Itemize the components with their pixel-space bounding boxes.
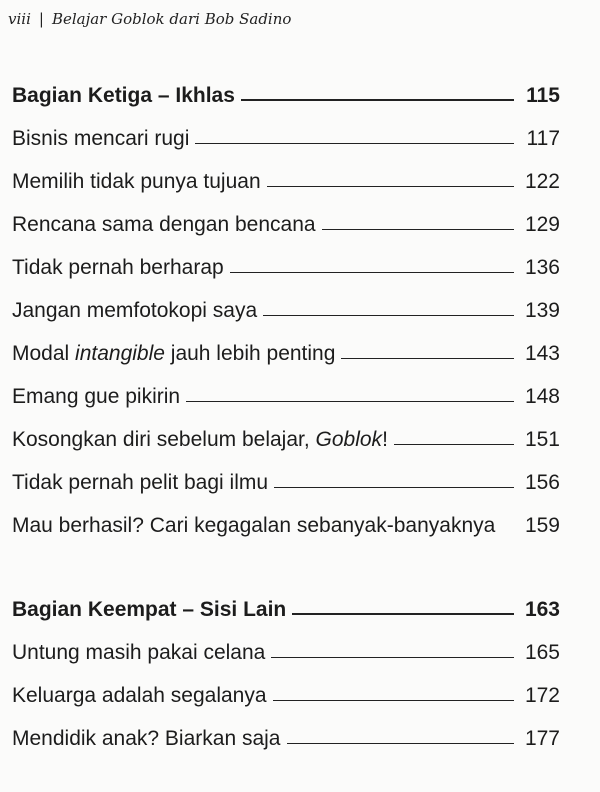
entry-title: Rencana sama dengan bencana <box>12 213 316 236</box>
toc-entry <box>12 170 560 194</box>
toc-entry <box>12 213 560 237</box>
entry-page-number: 143 <box>524 342 560 365</box>
entry-title: Bisnis mencari rugi <box>12 127 190 150</box>
entry-title: Memilih tidak punya tujuan <box>12 170 261 193</box>
dot-leader <box>241 99 514 101</box>
entry-title: Tidak pernah berharap <box>12 256 224 279</box>
toc-entry <box>12 385 560 409</box>
toc-entry <box>12 342 560 366</box>
part-page-number: 163 <box>524 598 560 621</box>
dot-leader <box>230 272 514 273</box>
toc-entry <box>12 727 560 751</box>
entry-page-number: 177 <box>524 727 560 750</box>
toc-part-heading <box>12 598 560 622</box>
entry-title: Jangan memfotokopi saya <box>12 299 258 322</box>
dot-leader <box>195 143 514 144</box>
entry-title: Untung masih pakai celana <box>12 641 266 664</box>
dot-leader <box>267 186 514 187</box>
entry-title: Emang gue pikirin <box>12 385 181 408</box>
dot-leader <box>322 229 514 230</box>
header-book-title: Belajar Goblok dari Bob Sadino <box>51 10 292 28</box>
dot-leader <box>287 743 515 744</box>
toc-entry <box>12 684 560 708</box>
entry-page-number: 159 <box>524 514 560 537</box>
dot-leader <box>394 444 514 445</box>
toc-entry <box>12 256 560 280</box>
entry-page-number: 129 <box>524 213 560 236</box>
entry-title: Tidak pernah pelit bagi ilmu <box>12 471 269 494</box>
entry-page-number: 165 <box>524 641 560 664</box>
part-title: Bagian Ketiga – Ikhlas <box>12 84 235 107</box>
toc-entry <box>12 428 560 452</box>
entry-title: Mendidik anak? Biarkan saja <box>12 727 281 750</box>
entry-page-number: 156 <box>524 471 560 494</box>
entry-title: Mau berhasil? Cari kegagalan sebanyak-banyaknya <box>12 514 496 537</box>
toc-entry <box>12 514 560 538</box>
dot-leader <box>263 315 514 316</box>
entry-page-number: 117 <box>526 127 560 150</box>
toc-entry <box>12 641 560 665</box>
dot-leader <box>273 700 514 701</box>
entry-page-number: 139 <box>524 299 560 322</box>
part-page-number: 115 <box>526 84 560 107</box>
toc-entry <box>12 471 560 495</box>
toc-entry <box>12 299 560 323</box>
entry-page-number: 122 <box>524 170 560 193</box>
toc-entry <box>12 127 560 151</box>
part-title: Bagian Keempat – Sisi Lain <box>12 598 287 621</box>
dot-leader <box>271 657 514 658</box>
header-page-number: viii <box>8 10 31 28</box>
header-separator: | <box>38 10 44 28</box>
entry-page-number: 136 <box>524 256 560 279</box>
entry-title: Modal intangible jauh lebih penting <box>12 342 336 365</box>
entry-title: Kosongkan diri sebelum belajar, Goblok! <box>12 428 388 451</box>
dot-leader <box>341 358 514 359</box>
entry-page-number: 172 <box>524 684 560 707</box>
dot-leader <box>274 487 514 488</box>
entry-page-number: 148 <box>524 385 560 408</box>
toc-part-heading <box>12 84 560 108</box>
entry-title: Keluarga adalah segalanya <box>12 684 267 707</box>
entry-page-number: 151 <box>524 428 560 451</box>
running-header <box>8 10 291 28</box>
dot-leader <box>186 401 514 402</box>
dot-leader <box>292 613 514 615</box>
